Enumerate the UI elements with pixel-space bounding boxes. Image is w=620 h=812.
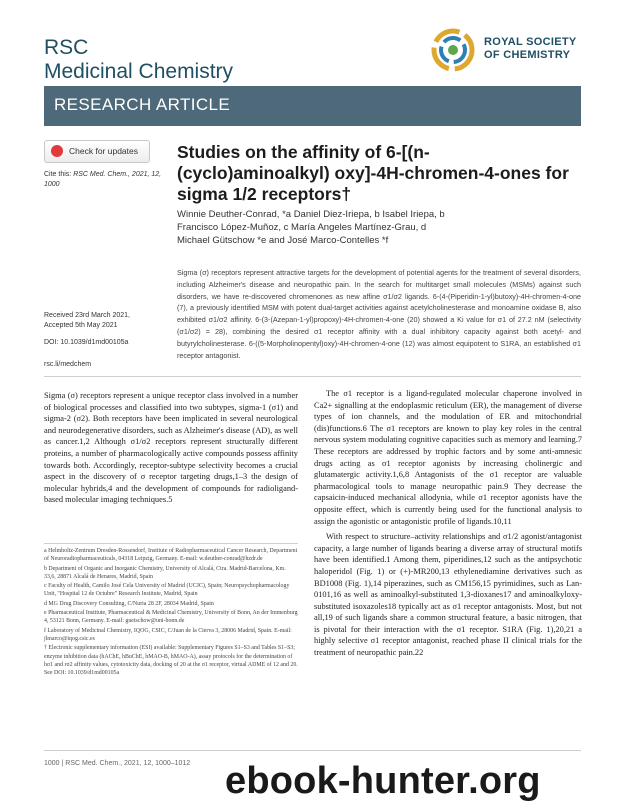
check-updates-button[interactable] bbox=[44, 140, 150, 163]
received-accepted bbox=[44, 311, 164, 331]
body-left-column bbox=[44, 390, 298, 506]
body-paragraph-2: With respect to structure–activity relationships and σ1/2 agonist/antagonist capacity, a large number of ligands bearing a diverse array of structural motifs have been identified.1 Among them, piperidines,12 such as the antipsychotic haloperidol (Fig. 1) or (+)-MR200,13 ethylenediamine derivatives such as BD1008 (Fig. 1),14 piperazines, such as CM156,15 pyrimidines, such as Lan-0101,16 as well as aminoalkyl-substituted 1,3-dioxanes17 and aminoalkyloxy-substituted isoxazoles18 typically act as σ1 receptor antagonists. Most, but not all,19 of such ligands share a common structural feature, a basic nitrogen, that is pivotal for their interaction with the σ1 receptor. S1RA (Fig. 1),20,21 a highly selective σ1 receptor antagonist, reached phase II clinical trials for the treatment of neuropathic pain.22 bbox=[314, 532, 582, 658]
journal-title bbox=[44, 36, 233, 84]
footnote-f: f Laboratory of Medicinal Chemistry, IQOG, CSIC, C/Juan de la Cierva 3, 28006 Madrid, Spain. E-mail: jlmarco@iqog.csic.es bbox=[44, 627, 292, 642]
update-check-icon bbox=[51, 145, 63, 157]
accepted-date: Accepted 5th May 2021 bbox=[44, 322, 118, 329]
citation-value: RSC Med. Chem., 2021, 12, 1000 bbox=[44, 171, 162, 188]
journal-title-line1: RSC bbox=[44, 36, 89, 59]
watermark: ebook-hunter.org bbox=[225, 760, 541, 802]
doi-link[interactable]: DOI: 10.1039/d1md00105a bbox=[44, 339, 129, 346]
page-footer: 1000 | RSC Med. Chem., 2021, 12, 1000–1012 bbox=[44, 760, 191, 767]
article-title: Studies on the affinity of 6-[(n-(cyclo)aminoalkyl) oxy]-4H-chromen-4-ones for sigma 1/2 receptors† bbox=[177, 142, 569, 204]
footnote-e: e Pharmaceutical Institute, Pharmaceutical & Medicinal Chemistry, University of Bonn, An der Immenburg 4, 53121 Bonn, Germany. E-mail: guetschow@uni-bonn.de bbox=[44, 610, 298, 625]
affiliations-footnotes bbox=[44, 547, 298, 678]
article-type-band bbox=[44, 86, 581, 126]
received-date: Received 23rd March 2021, bbox=[44, 312, 130, 319]
publisher-name-line1: ROYAL SOCIETY bbox=[484, 36, 577, 48]
footnote-d: d MG Drug Discovery Consulting, C/Nuria 28 2F, 28034 Madrid, Spain bbox=[44, 600, 214, 607]
journal-title-line2: Medicinal Chemistry bbox=[44, 60, 234, 83]
check-updates-label: Check for updates bbox=[69, 146, 138, 156]
footnote-b: b Department of Organic and Inorganic Chemistry, University of Alcalá, Ctra. Madrid-Barcelona, Km. 33,6, 28871 Alcalá de Henares, Madrid, Spain bbox=[44, 565, 286, 580]
footnote-a: a Helmholtz-Zentrum Dresden-Rossendorf, Institute of Radiopharmaceutical Cancer Research, Department of Neuroradiopharmaceuticals, 04318 Leipzig, Germany. E-mail: w.deuther-conrad@hzdr.de bbox=[44, 548, 298, 563]
body-paragraph-1: The σ1 receptor is a ligand-regulated molecular chaperone involved in Ca2+ signalling at the endoplasmic reticulum (ER), the management of diverse types of ion channels, and the modulation of ER and mitochondrial (dis)functions.6 The σ1 receptors are known to play key roles in the central nervous system modulating cognitive capacities such as memory and learning.7 These receptors are addressed by trophic factors and by some anti-amnesic drugs acting as σ1 receptor agonists by increasing cholinergic and glutamatergic activity.1,6,8 Antagonists of the σ1 receptor are valuable pharmacological tools to manage neuropathic pain.9 They decrease the capsaicin-induced mechanical allodynia, while σ1 receptor agonists have the opposite effect, which is currently being used for the functional analysis to assign the agonistic or antagonistic profile of ligands.10,11 bbox=[314, 389, 582, 526]
abstract-divider bbox=[44, 376, 581, 377]
journal-site-link[interactable]: rsc.li/medchem bbox=[44, 361, 92, 368]
footer-divider bbox=[44, 750, 581, 751]
author-line-3: Michael Gütschow *e and José Marco-Contelles *f bbox=[177, 235, 389, 246]
author-line-1: Winnie Deuther-Conrad, *a Daniel Diez-Iriepa, b Isabel Iriepa, b bbox=[177, 209, 445, 220]
citation-label: Cite this: bbox=[44, 171, 74, 178]
author-line-2: Francisco López-Muñoz, c María Angeles Martínez-Grau, d bbox=[177, 222, 427, 233]
article-type-label: RESEARCH ARTICLE bbox=[54, 95, 231, 114]
citation bbox=[44, 170, 164, 190]
publisher-name-line2: OF CHEMISTRY bbox=[484, 49, 571, 61]
body-right-column bbox=[314, 388, 582, 659]
abstract: Sigma (σ) receptors represent attractive targets for the development of potential agents for the treatment of several disorders, including Alzheimer's disease and neuropathic pain. In the search for multitarget small molecules (MSMs) against such disorders, we have re-discovered chromenones as new affine σ1/σ2 ligands. 6-(4-(Piperidin-1-yl)butoxy)-4H-chromen-4-one (7), a previously identified MSM with potent dual-target activities against acetylcholinesterase and monoamine oxidase B, also exhibited σ1/σ2 affinity. 6-(3-(Azepan-1-yl)propoxy)-4H-chromen-4-one (20) showed a Ki value for σ1 of 27.2 nM (selectivity (σ1/σ2) = 28), combining the desired σ1 receptor affinity with a dual inhibitory capacity against both acetyl- and butyrylcholinesterase. 6-((5-Morpholinopentyl)oxy)-4H-chromen-4-one (12) was almost equipotent to S1RA, an established σ1 receptor antagonist. bbox=[177, 268, 581, 360]
footnote-esi: † Electronic supplementary information (ESI) available: Supplementary Figures S1–S3 and Tables S1–S3; enzyme inhibition data (hAChE, hBuChE, hMAO-B, hMAO-A), assay protocols for the determination of hσ1 and rσ2 affinity values, cytotoxicity data, docking of 20 at the σ1 receptor, virtual ADME of 12 and 20. See DOI: 10.1039/d1md00105a bbox=[44, 645, 298, 677]
intro-paragraph: Sigma (σ) receptors represent a unique receptor class involved in a number of biological processes and classified into two subtypes, sigma-1 (σ1) and sigma-2 (σ2). Both receptors have been implicated in several neurological and neurodegenerative disorders, such as Alzheimer's disease (AD), as well as cancer.1,2 Although σ1/σ2 receptors represent structurally different proteins, a number of pharmacologically active compounds possess affinity towards both. Accordingly, receptor-subtype selectivity becomes a crucial aspect in the discovery of σ receptor targeting drugs,1–3 the design of molecular hybrids,4 and the development of compounds for radioligand-based molecular imaging techniques.5 bbox=[44, 391, 298, 505]
footnote-divider bbox=[44, 543, 298, 544]
author-list bbox=[177, 208, 587, 247]
footnote-c: c Faculty of Health, Camilo José Cela University of Madrid (UCJC), Spain; Neuropsychopharmacology Unit, "Hospital 12 de Octubre" Research Institute, Madrid, Spain bbox=[44, 583, 290, 598]
publisher-name bbox=[484, 36, 577, 62]
